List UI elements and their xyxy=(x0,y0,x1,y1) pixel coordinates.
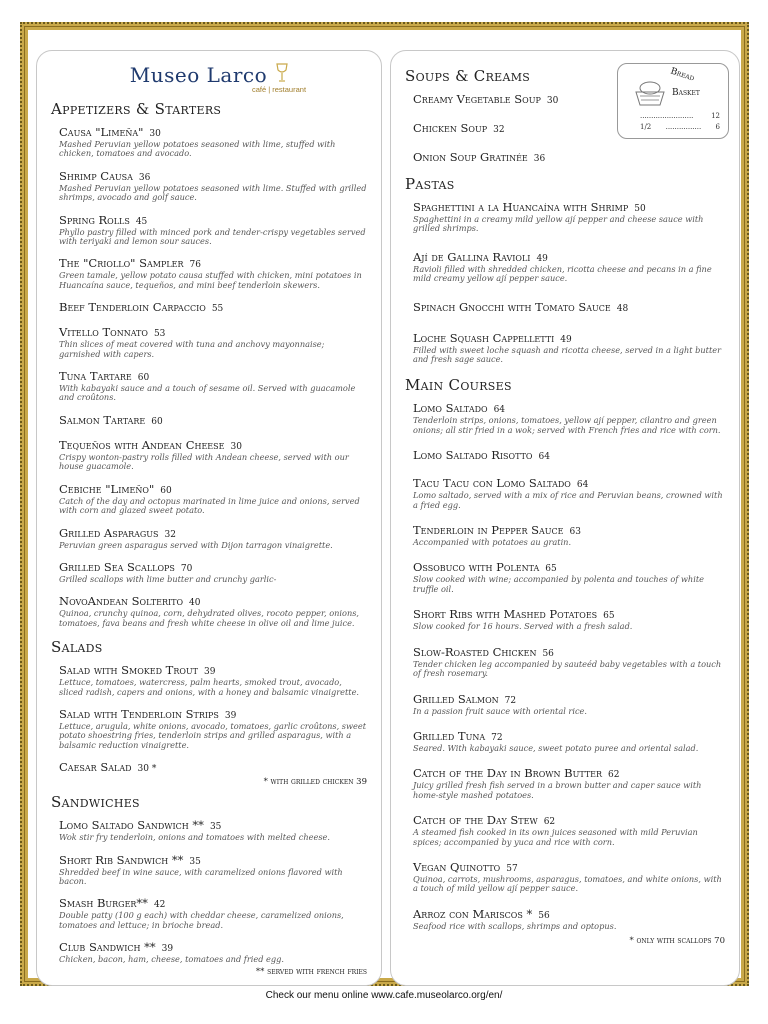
menu-item-price: 65 xyxy=(603,611,615,622)
menu-item-name: Ossobuco with Polenta xyxy=(413,560,540,575)
menu-item xyxy=(59,321,367,359)
menu-item-price: 72 xyxy=(491,732,503,743)
menu-item-name: Short Rib Sandwich ** xyxy=(59,852,184,867)
wine-glass-icon xyxy=(276,63,288,83)
menu-item-header xyxy=(59,814,367,833)
menu-item xyxy=(59,365,367,403)
menu-item-name: Creamy Vegetable Soup xyxy=(413,92,541,106)
menu-item-price: 48 xyxy=(616,303,629,314)
menu-item-description: Thin slices of meat covered with tuna and anchovy mayonnaise; garnished with capers. xyxy=(59,339,325,359)
menu-item-price: 53 xyxy=(153,329,166,340)
menu-item-price: 49 xyxy=(536,253,548,264)
menu-item xyxy=(413,444,725,463)
menu-item xyxy=(59,659,367,697)
menu-item-header xyxy=(59,478,367,497)
menu-item-price: 35 xyxy=(189,856,201,867)
menu-item-name: Spring Rolls xyxy=(59,212,130,227)
menu-item-header xyxy=(59,209,367,228)
menu-item-header xyxy=(59,434,367,453)
section-title-sandwiches: Sandwiches xyxy=(51,793,140,812)
logo-name: Museo Larco xyxy=(129,63,268,87)
menu-item-name: Chicken Soup xyxy=(413,121,488,135)
menu-item-description: Mashed Peruvian yellow potatoes seasoned with lime. Stuffed with grilled shrimps, avocado and golf sauce. xyxy=(59,182,367,203)
menu-item-price: 32 xyxy=(164,529,176,540)
menu-item-price: 45 xyxy=(135,216,148,227)
mains-list xyxy=(405,397,725,931)
menu-item-name: Onion Soup Gratinée xyxy=(413,150,528,164)
menu-item-price: 30 xyxy=(546,96,559,106)
menu-item-description: Crispy wonton-pastry rolls filled with Andean cheese, served with our house guacamole. xyxy=(59,451,349,472)
bread-basket-icon xyxy=(632,78,668,108)
menu-item-description: Wok stir fry tenderloin, onions and tomatoes with melted cheese. xyxy=(59,832,330,843)
menu-item-name: Ají de Gallina Ravioli xyxy=(413,249,531,264)
menu-item-name: Grilled Salmon xyxy=(413,691,499,706)
menu-item-price: 72 xyxy=(504,695,517,706)
menu-item-header xyxy=(59,659,367,678)
menu-item-name: Causa "Limeña" xyxy=(59,125,144,139)
menu-item-price: 49 xyxy=(560,334,572,345)
menu-item xyxy=(59,556,367,584)
menu-item-header xyxy=(59,522,367,541)
menu-item-name: Spinach Gnocchi with Tomato Sauce xyxy=(413,299,611,314)
salads-note: * with grilled chicken 39 xyxy=(263,777,367,788)
menu-item-price: 55 xyxy=(211,304,224,315)
menu-item xyxy=(59,409,367,428)
menu-item-header xyxy=(413,603,725,622)
menu-item-description: Lettuce, tomatoes, watercress, palm hearts, smoked trout, avocado, sliced radish, capers and onions, with a honey and balsamic vinaigrette. xyxy=(59,677,360,697)
menu-item-name: Tacu Tacu con Lomo Saltado xyxy=(413,476,571,491)
menu-item-description: A steamed fish cooked in its own juices seasoned with mild Peruvian spices; accompanied by yuca and rice with corn. xyxy=(413,827,698,847)
menu-item-header xyxy=(413,762,725,781)
menu-item-name: Catch of the Day in Brown Butter xyxy=(413,766,603,781)
menu-item-name: Loche Squash Cappelletti xyxy=(413,330,555,345)
left-panel xyxy=(36,50,382,986)
menu-item-header xyxy=(413,856,725,875)
menu-item-price: 64 xyxy=(576,480,589,491)
section-title-appetizers: Appetizers & Starters xyxy=(51,100,222,118)
menu-item-price: 62 xyxy=(608,770,620,781)
menu-item-price: 35 xyxy=(209,822,222,833)
menu-item xyxy=(413,641,725,679)
menu-item-price: 56 xyxy=(542,648,554,659)
menu-item-name: Caesar Salad xyxy=(59,760,132,775)
menu-item-name: Club Sandwich ** xyxy=(59,940,156,955)
menu-item-description: Double patty (100 g each) with cheddar cheese, caramelized onions, tomatoes and lettuce; in brioche bread. xyxy=(59,910,344,930)
menu-item-header xyxy=(59,321,367,340)
menu-item xyxy=(59,478,367,516)
menu-item-price: 32 xyxy=(493,125,505,135)
menu-item xyxy=(59,165,367,203)
menu-item-price: 39 xyxy=(204,667,216,678)
menu-item xyxy=(59,936,367,964)
footer-url[interactable]: Check our menu online www.cafe.museolarco.org/en/ xyxy=(265,990,503,1001)
menu-item-price: 60 xyxy=(151,416,163,427)
logo xyxy=(51,63,367,94)
menu-item-description: With kabayaki sauce and a touch of sesame oil. Served with guacamole and croûtons. xyxy=(59,383,356,403)
menu-item-description: Lettuce, arugula, white onions, avocado, tomatoes, garlic croûtons, sweet potato shoestring fries, tenderloin strips and grilled asparagus, with a balsamic reduction vinaigrette. xyxy=(59,720,366,750)
menu-item-price: 56 xyxy=(538,910,550,921)
menu-item-description: Tenderloin strips, onions, tomatoes, yellow ají pepper, cilantro and green onions; all stir fried in a wok; served with French fries and rice with corn. xyxy=(413,415,721,435)
menu-item-price: 30 xyxy=(149,129,161,139)
menu-item xyxy=(413,397,725,435)
menu-item-description: Mashed Peruvian yellow potatoes seasoned with lime, stuffed with chicken, tomatoes and avocado. xyxy=(59,139,336,159)
logo-subtitle: café | restaurant xyxy=(251,85,307,94)
menu-item xyxy=(413,903,725,931)
menu-item-header xyxy=(59,936,367,955)
menu-item xyxy=(59,892,367,930)
section-title-pastas: Pastas xyxy=(405,175,455,193)
menu-item xyxy=(59,434,367,472)
menu-item-name: Lomo Saltado xyxy=(413,401,488,416)
menu-item xyxy=(59,209,367,247)
menu-item-description: Seared. With kabayaki sauce, sweet potato puree and oriental salad. xyxy=(413,742,699,753)
menu-item-name: NovoAndean Solterito xyxy=(59,594,184,609)
menu-item-name: Vegan Quinotto xyxy=(413,859,501,874)
menu-item-header xyxy=(413,196,725,215)
menu-item-description: Seafood rice with scallops, shrimps and optopus. xyxy=(413,920,617,931)
menu-item-price: 64 xyxy=(493,405,506,416)
menu-item-name: Grilled Asparagus xyxy=(59,525,159,540)
menu-item-name: Shrimp Causa xyxy=(59,168,133,183)
mains-note: * only with scallops 70 xyxy=(629,936,725,947)
menu-item-name: Vitello Tonnato xyxy=(59,325,148,340)
menu-item-description: Slow cooked for 16 hours. Served with a fresh salad. xyxy=(413,621,633,632)
menu-item xyxy=(413,196,725,234)
bread-price-half: 6 xyxy=(715,123,720,131)
menu-item xyxy=(413,519,725,547)
menu-item-header xyxy=(413,903,725,922)
menu-item-description: Filled with sweet loche squash and ricotta cheese, served in a light butter and fresh sage sauce. xyxy=(413,344,722,365)
menu-item-price: 36 xyxy=(533,154,546,164)
sandwiches-note: ** served with french fries xyxy=(255,966,367,977)
menu-item-description: Slow cooked with wine; accompanied by polenta and touches of white truffle oil. xyxy=(413,574,704,594)
section-title-mains: Main Courses xyxy=(405,376,512,395)
menu-item-price: 40 xyxy=(189,598,201,609)
menu-item-name: Beef Tenderloin Carpaccio xyxy=(59,300,206,315)
menu-item-price: 57 xyxy=(506,863,518,874)
menu-item-price: 36 xyxy=(138,172,151,183)
section-title-soups: Soups & Creams xyxy=(405,67,531,85)
menu-item-header xyxy=(59,409,367,428)
menu-item-price: 70 xyxy=(180,563,193,574)
menu-item-header xyxy=(59,121,367,140)
pastas-list xyxy=(405,196,725,364)
menu-item-description: Chicken, bacon, ham, cheese, tomatoes and fried egg. xyxy=(59,954,284,965)
menu-item-name: Arroz con Mariscos * xyxy=(413,906,533,921)
menu-item-price: 76 xyxy=(189,260,201,271)
menu-item-name: Grilled Sea Scallops xyxy=(59,559,175,574)
menu-item xyxy=(413,472,725,510)
menu-item-description: Grilled scallops with lime butter and crunchy garlic- xyxy=(59,573,277,584)
right-panel xyxy=(390,50,740,986)
menu-item xyxy=(59,849,367,887)
menu-item-name: Tenderloin in Pepper Sauce xyxy=(413,523,564,538)
menu-item-price: 50 xyxy=(634,204,646,214)
menu-item-price: 64 xyxy=(538,452,550,463)
menu-item-name: Short Ribs with Mashed Potatoes xyxy=(413,607,598,622)
menu-item-name: Slow-Roasted Chicken xyxy=(413,644,537,659)
menu-border xyxy=(20,22,749,986)
menu-item-name: Smash Burger** xyxy=(59,896,148,911)
menu-item-name: Catch of the Day Stew xyxy=(413,813,538,828)
menu-item-header xyxy=(413,472,725,491)
menu-item xyxy=(413,246,725,284)
menu-item-price: 30 * xyxy=(137,764,157,775)
menu-item-header xyxy=(59,365,367,384)
menu-item-name: Salmon Tartare xyxy=(59,412,146,427)
menu-item-header xyxy=(413,641,725,660)
menu-item-price: 60 xyxy=(137,373,150,384)
menu-item xyxy=(413,296,725,315)
bread-half-label: 1/2 xyxy=(640,123,652,131)
menu-item-price: 60 xyxy=(160,485,172,496)
bread-subtitle: Basket xyxy=(672,88,700,98)
menu-item xyxy=(413,688,725,716)
sandwiches-list xyxy=(51,814,367,964)
bread-title: Bread xyxy=(669,66,696,84)
menu-item-description: Tender chicken leg accompanied by sauteéd baby vegetables with a touch of fresh rosemary. xyxy=(413,658,722,679)
menu-item-description: Green tamale, yellow potato causa stuffed with chicken, mini potatoes in Huancaína sauce, tequeños, and mini beef tenderloin skewers. xyxy=(59,270,362,290)
menu-item-header xyxy=(59,849,367,868)
menu-item-header xyxy=(413,246,725,265)
menu-item-header xyxy=(59,556,367,575)
menu-item-header xyxy=(413,688,725,707)
menu-item-header xyxy=(413,519,725,538)
menu-item-header xyxy=(59,703,367,722)
menu-item xyxy=(413,725,725,753)
menu-item xyxy=(59,252,367,290)
menu-item-header xyxy=(59,296,367,315)
menu-item-name: Lomo Saltado Risotto xyxy=(413,448,533,463)
salads-list xyxy=(51,659,367,775)
menu-item-header xyxy=(413,444,725,463)
menu-item-description: Phyllo pastry filled with minced pork and tender-crispy vegetables served with teriyaki and lemon sour sauces. xyxy=(59,226,366,247)
section-title-salads: Salads xyxy=(51,638,103,657)
menu-item-description: Juicy grilled fresh fish served in a brown butter and caper sauce with home-style mashed potatoes. xyxy=(413,780,702,800)
menu-item-header xyxy=(413,146,725,165)
menu-item-header xyxy=(413,296,725,315)
bread-price-full: 12 xyxy=(711,112,720,120)
menu-item-description: Quinoa, carrots, mushrooms, asparagus, tomatoes, and white onions, with a touch of mild yellow ají pepper sauce. xyxy=(413,873,722,894)
menu-item-header xyxy=(413,809,725,828)
menu-item-header xyxy=(59,252,367,271)
bread-basket-box xyxy=(617,63,729,139)
menu-item-header xyxy=(59,165,367,184)
menu-item-description: In a passion fruit sauce with oriental rice. xyxy=(413,705,587,716)
menu-item-header xyxy=(59,590,367,609)
menu-item xyxy=(59,756,367,775)
menu-item-description: Quinoa, crunchy quinoa, corn, dehydrated olives, rocoto pepper, onions, tomatoes, fava beans and fresh white cheese in olive oil and lime juice. xyxy=(59,608,360,628)
menu-item xyxy=(413,762,725,800)
menu-item-name: Grilled Tuna xyxy=(413,728,486,743)
menu-item-header xyxy=(59,756,367,775)
menu-item xyxy=(59,814,367,842)
menu-item-price: 62 xyxy=(543,817,556,828)
menu-item-description: Catch of the day and octopus marinated in lime juice and onions, served with corn and glazed sweet potato. xyxy=(59,495,360,516)
bread-row-full xyxy=(640,112,720,120)
menu-item xyxy=(413,603,725,631)
appetizers-list xyxy=(51,121,367,628)
menu-item xyxy=(413,146,725,165)
menu-item-header xyxy=(413,725,725,744)
menu-item-header xyxy=(59,892,367,911)
menu-item-price: 39 xyxy=(224,710,237,721)
menu-item xyxy=(59,522,367,550)
menu-item-price: 65 xyxy=(545,564,557,575)
menu-item xyxy=(59,121,367,159)
menu-item-name: Salad with Smoked Trout xyxy=(59,663,199,678)
menu-item-description: Peruvian green asparagus served with Dijon tarragon vinaigrette. xyxy=(59,539,333,550)
menu-item-name: Tuna Tartare xyxy=(59,369,132,384)
menu-item-description: Shredded beef in wine sauce, with caramelized onions flavored with bacon. xyxy=(59,866,343,886)
menu-item-price: 63 xyxy=(569,527,581,538)
menu-item xyxy=(59,703,367,750)
menu-item-description: Ravioli filled with shredded chicken, ricotta cheese and pecans in a fine mild creamy yellow ají pepper sauce. xyxy=(413,263,712,284)
menu-item-name: Lomo Saltado Sandwich ** xyxy=(59,818,204,833)
menu-item-name: Spaghettini a la Huancaína with Shrimp xyxy=(413,200,629,214)
menu-item xyxy=(413,327,725,365)
menu-item xyxy=(413,856,725,894)
bread-dots: ........................ xyxy=(640,112,694,120)
menu-item xyxy=(413,809,725,847)
menu-item xyxy=(59,296,367,315)
menu-item-price: 30 xyxy=(230,441,242,452)
menu-item-price: 39 xyxy=(161,944,174,955)
menu-item-header xyxy=(413,556,725,575)
menu-item-header xyxy=(413,327,725,346)
menu-item xyxy=(59,590,367,628)
menu-item-name: Tequeños with Andean Cheese xyxy=(59,437,225,452)
menu-item-description: Accompanied with potatoes au gratin. xyxy=(413,537,572,548)
menu-item-price: 42 xyxy=(153,900,166,911)
bread-row-half xyxy=(640,123,720,131)
menu-item xyxy=(413,556,725,594)
menu-item-header xyxy=(413,397,725,416)
bread-dots: ................ xyxy=(665,123,702,131)
menu-item-name: The "Criollo" Sampler xyxy=(59,256,184,271)
menu-item-name: Salad with Tenderloin Strips xyxy=(59,706,219,721)
menu-item-description: Lomo saltado, served with a mix of rice and Peruvian beans, crowned with a fried egg. xyxy=(413,490,723,510)
menu-item-description: Spaghettini in a creamy mild yellow ají pepper and cheese sauce with grilled shrimps. xyxy=(413,214,704,234)
menu-item-name: Cebiche "Limeño" xyxy=(59,481,155,496)
